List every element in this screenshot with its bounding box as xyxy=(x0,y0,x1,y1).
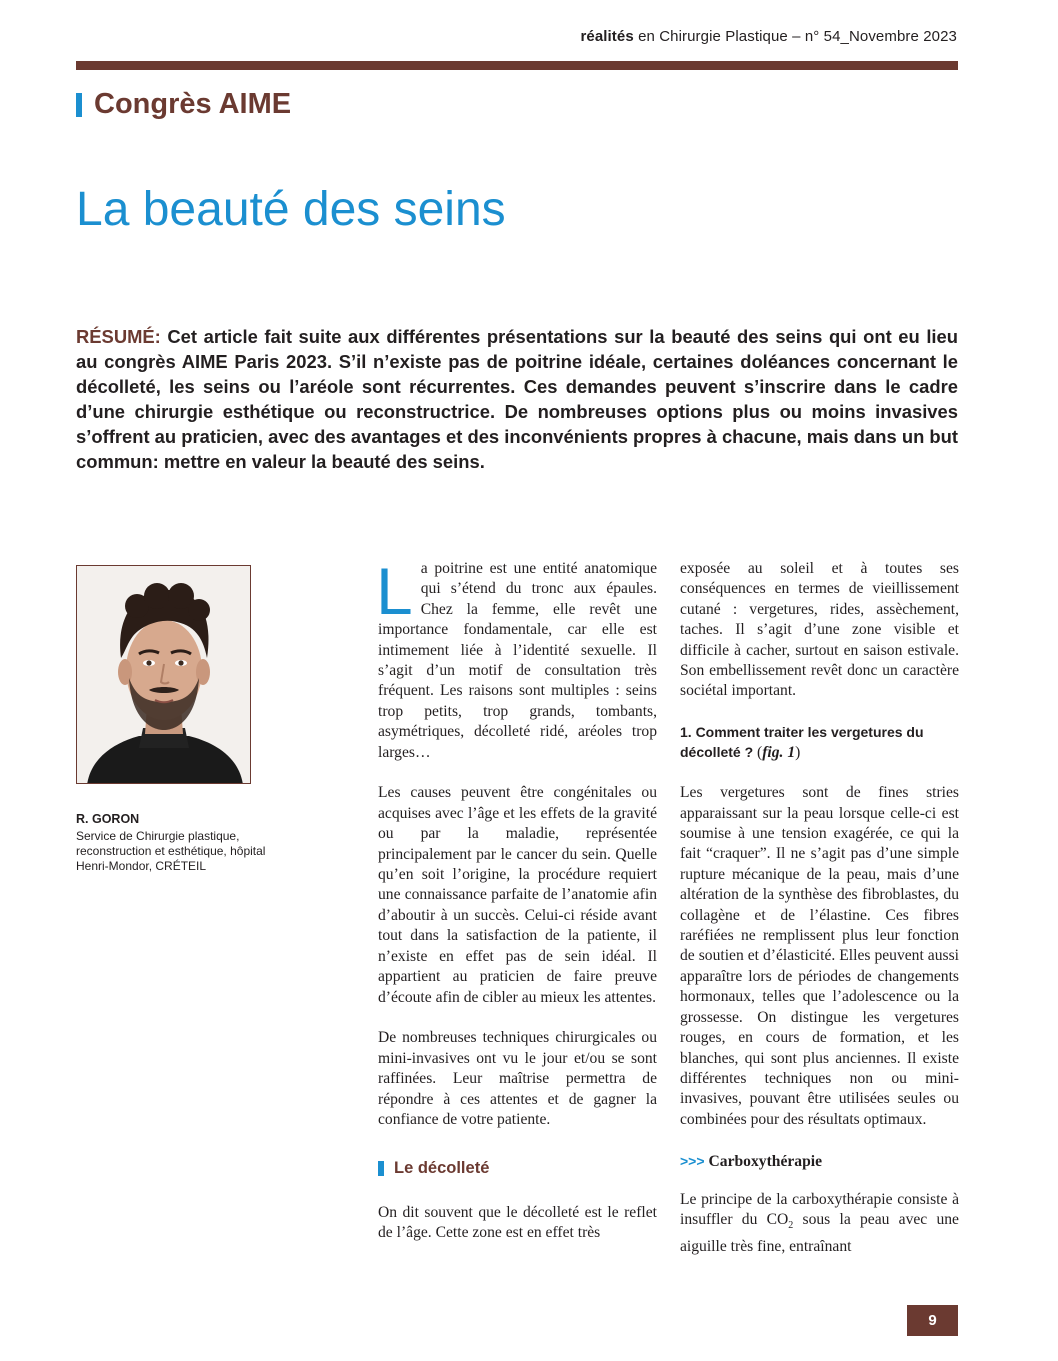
paragraph: exposée au soleil et à toutes ses conséquences en termes de vieillissement cutané : vergetures, rides, assèchement, taches. Il s’agit d’une zone visible et difficile à cacher, surtout en saison estivale. Son embellissement revêt donc un caractère sociétal important. xyxy=(680,560,959,700)
author-block xyxy=(76,812,266,874)
paragraph xyxy=(680,1190,959,1257)
dropcap: L xyxy=(376,554,413,628)
article-title: La beauté des seins xyxy=(76,183,506,236)
page-number: 9 xyxy=(907,1305,958,1336)
paragraph-text: Le principe de la carboxythérapie consiste à insuffler du CO xyxy=(680,1190,959,1229)
subheading-marker xyxy=(378,1161,384,1176)
subheading-label: Le décolleté xyxy=(394,1159,490,1178)
portrait-image xyxy=(77,566,251,784)
abstract-label: RÉSUMÉ: xyxy=(76,326,161,347)
question-heading xyxy=(680,722,959,763)
paragraph-text: sous la peau avec une aiguille très fine, entraînant xyxy=(680,1211,959,1255)
section-marker xyxy=(76,93,82,117)
author-photo xyxy=(76,565,251,784)
paragraph-text: a poitrine est une entité anatomique qui s’étend du tronc aux épaules. Chez la femme, elle revêt une importance fondamentale, car elle est intimement liée à l’identité sexuelle. Il s’agit d’un motif de consultation très fréquent. Les raisons sont multiples : seins trop petits, trop grands, tombants, asymétriques, décolleté ridé, aréoles trop larges… xyxy=(378,560,657,761)
paragraph: De nombreuses techniques chirurgicales ou mini-invasives ont vu le jour et/ou se sont raffinées. Leur maîtrise permettra de répondre à ces attentes et de gagner la confiance de votre patiente. xyxy=(378,1029,657,1128)
paragraph: Les causes peuvent être congénitales ou acquises avec l’âge et les effets de la gravité ou par la maladie, représentée principalement par le cancer du sein. Quelle qu’en soit l’origine, la procédure requiert une connaissance parfaite de l’anatomie afin d’aboutir à un succès. Celui-ci réside avant tout dans la satisfaction de la patiente, il n’existe en effet pas de sein idéal. Il appartient au praticien de faire preuve d’écoute afin de cibler au mieux les attentes. xyxy=(378,784,657,1006)
chevrons-icon: >>> xyxy=(680,1152,705,1169)
section-label: Congrès AIME xyxy=(94,88,292,120)
text-column-2 xyxy=(680,559,959,1278)
abstract-text: Cet article fait suite aux différentes présentations sur la beauté des seins qui ont eu lieu au congrès AIME Paris 2023. S’il n’existe pas de poitrine idéale, certaines doléances concernant le décolleté, les seins ou l’aréole sont récurrentes. Ces demandes peuvent s’inscrire dans le cadre d’une chirurgie esthétique ou reconstructrice. De nombreuses options plus ou moins invasives s’offrent au praticien, avec des avantages et des inconvénients propres à chacune, mais dans un but commun: mettre en valeur la beauté des seins. xyxy=(76,326,959,472)
subheading-decollete xyxy=(378,1158,657,1178)
running-header xyxy=(580,28,957,45)
top-rule xyxy=(76,61,958,70)
issue-info: en Chirurgie Plastique – n° 54_Novembre 2023 xyxy=(633,28,957,45)
subsection-heading xyxy=(680,1151,959,1172)
paragraph: On dit souvent que le décolleté est le reflet de l’âge. Cette zone est en effet très xyxy=(378,1203,657,1242)
paragraph xyxy=(376,554,657,763)
section-heading xyxy=(76,88,291,121)
journal-name: réalités xyxy=(580,28,634,45)
paragraph: Les vergetures sont de fines stries apparaissant sur la peau lorsque celle-ci est soumise à une tension exagérée, ce qui la fait “craquer”. Il ne s’agit pas d’une simple rupture mécanique de la peau, mais d’une altération de la synthèse des fibroblastes, du collagène et de l’élastine. Ces fibres raréfiées ne remplissent plus leur fonction de soutien et d’élasticité. Elles peuvent aussi apparaître lors de périodes de changements hormonaux, telles que l’adolescence ou la grossesse. On distingue les vergetures rouges, en cours de formation, et les blanches, qui sont plus anciennes. Il existe différentes techniques non ou mini-invasives, pouvant être utilisées seules ou combinées pour des résultats optimaux. xyxy=(680,784,959,1128)
fig-paren-open: ( xyxy=(753,744,763,762)
subscript: 2 xyxy=(788,1220,794,1232)
text-column-1 xyxy=(376,554,657,1264)
abstract xyxy=(76,324,958,474)
author-affiliation: Service de Chirurgie plastique, reconstruction et esthétique, hôpital Henri-Mondor, CRÉTEIL xyxy=(76,829,266,873)
subsection-label: Carboxythérapie xyxy=(708,1152,823,1170)
author-name: R. GORON xyxy=(76,812,140,826)
fig-label: fig. 1 xyxy=(762,744,796,762)
fig-paren-close: ) xyxy=(795,744,801,762)
figure-reference xyxy=(753,744,800,761)
question-label: 1. Comment traiter les vergetures du décolleté ? xyxy=(680,724,924,761)
